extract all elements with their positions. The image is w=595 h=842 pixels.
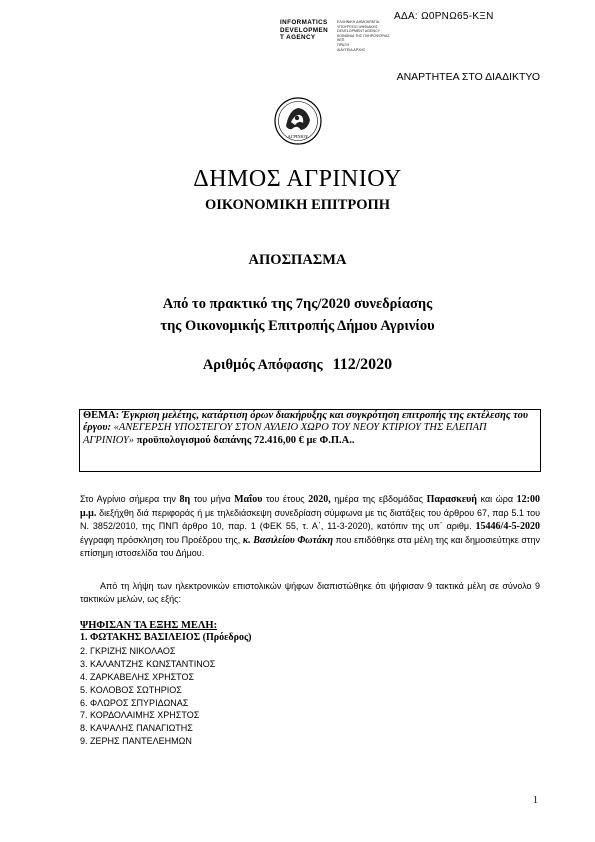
body-text: έγγραφη πρόσκληση του Προέδρου της, bbox=[80, 534, 243, 545]
logo-text bbox=[280, 19, 335, 42]
list-item: 8. ΚΑΨΑΛΗΣ ΠΑΝΑΓΙΩΤΗΣ bbox=[80, 723, 193, 734]
body-day: 8η bbox=[179, 494, 191, 505]
decision-number: 112/2020 bbox=[332, 356, 393, 373]
decision-label: Αριθμός Απόφασης bbox=[202, 357, 323, 373]
logo-line: INFORMATICS bbox=[280, 19, 328, 26]
body-text: και ώρα bbox=[477, 494, 517, 504]
body-text: Στο Αγρίνιο σήμερα την bbox=[80, 494, 180, 504]
subject-budget: προϋπολογισμού δαπάνης 72.416,00 € με Φ.Π.Α.. bbox=[134, 434, 355, 446]
logo-line: T AGENCY bbox=[280, 34, 316, 42]
list-item: 6. ΦΛΩΡΟΣ ΣΠΥΡΙΔΩΝΑΣ bbox=[80, 697, 189, 708]
minutes-line-1: Από το πρακτικό της 7ης/2020 συνεδρίασης bbox=[162, 296, 433, 312]
logo-small-text bbox=[337, 20, 397, 52]
subject-text: Έγκριση μελέτης, κατάρτιση όρων διακήρυξης και συγκρότηση επιτροπής της εκτέλεσης του έργου: bbox=[83, 410, 529, 434]
list-item: 2. ΓΚΡΙΖΗΣ ΝΙΚΟΛΑΟΣ bbox=[80, 645, 176, 656]
body-president-name: κ. Βασιλείου Φωτάκη bbox=[242, 534, 333, 546]
subject-project: «ΑΝΕΓΕΡΣΗ ΥΠΟΣΤΕΓΟΥ ΣΤΟΝ ΑΥΛΕΙΟ ΧΩΡΟ ΤΟΥ ΝΕΟΥ ΚΤΙΡΙΟΥ ΤΗΣ ΕΛΕΠΑΠ ΑΓΡΙΝΙΟΥ» bbox=[83, 422, 487, 446]
list-item: 1. ΦΩΤΑΚΗΣ ΒΑΣΙΛΕΙΟΣ (Πρόεδρος) bbox=[80, 632, 252, 643]
body-month: Μαΐου bbox=[234, 494, 263, 505]
logo-small-line: ΚΕΠ bbox=[337, 38, 345, 43]
body-paragraph-1 bbox=[80, 493, 540, 560]
members-list bbox=[80, 632, 252, 748]
body-text: διεξήχθη διά περιφοράς ή με τηλεδιάσκεψη συνεδρίαση σύμφωνα με τις διατάξεις του άρθρου 67, παρ 5.1 του Ν. 3852/2010, της ΠΝΠ άρθρο 10, παρ. 1 (ΦΕΚ 55, τ. Α΄, 11-3-2020), κατόπιν της υπ΄ αριθμ. bbox=[80, 507, 540, 531]
municipal-seal-icon bbox=[273, 96, 323, 146]
body-invitation-number: 15446/4-5-2020 bbox=[475, 521, 540, 532]
body-time: 12:00 μ.μ. bbox=[80, 494, 540, 519]
logo-small-line: DEVELOPMENT AGENCY bbox=[337, 29, 381, 34]
list-item: 9. ΖΕΡΗΣ ΠΑΝΤΕΛΕΗΜΩΝ bbox=[80, 736, 192, 747]
excerpt-title: ΑΠΟΣΠΑΣΜΑ bbox=[248, 252, 347, 268]
logo-line: DEVELOPMEN bbox=[280, 26, 329, 34]
minutes-line-2: της Οικονομικής Επιτροπής Δήμου Αγρινίου bbox=[160, 318, 435, 334]
body-text: ημέρα της εβδομάδας bbox=[330, 494, 427, 504]
list-item: 5. ΚΟΛΟΒΟΣ ΣΩΤΗΡΙΟΣ bbox=[80, 684, 182, 695]
subject-box bbox=[79, 409, 541, 472]
internet-posting-note: ΑΝΑΡΤΗΤΕΑ ΣΤΟ ΔΙΑΔΙΚΤΥΟ bbox=[396, 71, 540, 83]
subject-label: ΘΕΜΑ: bbox=[83, 410, 120, 421]
page-number: 1 bbox=[533, 795, 538, 806]
body-weekday: Παρασκευή bbox=[426, 494, 477, 505]
list-item: 4. ΖΑΡΚΑΒΕΛΗΣ ΧΡΗΣΤΟΣ bbox=[80, 671, 195, 682]
diavgeia-logo bbox=[280, 19, 410, 59]
body-year: 2020, bbox=[308, 494, 331, 505]
decision-number-line bbox=[0, 356, 595, 374]
logo-small-line: ΥΠΟΥΡΓΕΙΟ ΨΗΦΙΑΚΗΣ bbox=[337, 24, 378, 29]
body-paragraph-2: Από τη λήψη των ηλεκτρονικών επιστολικών ψήφων διαπιστώθηκε ότι ψήφισαν 9 τακτικά μέλη σε σύνολο 9 τακτικών μελών, ως εξής: bbox=[80, 581, 540, 604]
votes-heading: ΨΗΦΙΣΑΝ ΤΑ ΕΞΗΣ ΜΕΛΗ: bbox=[80, 620, 218, 631]
logo-small-line: ΔΙΑΥΓΕΙΑ ΑΡΧΗΣ bbox=[337, 47, 366, 52]
logo-small-line: ΕΛΛΗΝΙΚΗ ΔΗΜΟΚΡΑΤΙΑ bbox=[337, 20, 380, 24]
ada-code: ΑΔΑ: Ω0ΡΝΩ65-ΚΞΝ bbox=[394, 11, 494, 22]
body-text: του μήνα bbox=[190, 494, 235, 504]
list-item: 3. ΚΑΛΑΝΤΖΗΣ ΚΩΝΣΤΑΝΤΙΝΟΣ bbox=[80, 658, 216, 669]
seal-text: ΑΓΡΙΝΙΟΥ bbox=[287, 134, 309, 139]
municipality-title: ΔΗΜΟΣ ΑΓΡΙΝΙΟΥ bbox=[193, 166, 402, 192]
committee-title: ΟΙΚΟΝΟΜΙΚΗ ΕΠΙΤΡΟΠΗ bbox=[204, 197, 391, 213]
list-item: 7. ΚΟΡΔΟΛΑΙΜΗΣ ΧΡΗΣΤΟΣ bbox=[80, 710, 200, 721]
body-text: του έτους bbox=[262, 494, 309, 504]
body-text: που επιδόθηκε στα μέλη της και δημοσιεύτηκε στην επίσημη ιστοσελίδα του Δήμου. bbox=[80, 534, 540, 558]
logo-small-line: ΚΟΙΝΩΝΙΑ ΤΗΣ ΠΛΗΡΟΦΟΡΙΑΣ bbox=[337, 33, 390, 38]
logo-small-line: ΠΡΑΞΗ bbox=[337, 42, 350, 47]
